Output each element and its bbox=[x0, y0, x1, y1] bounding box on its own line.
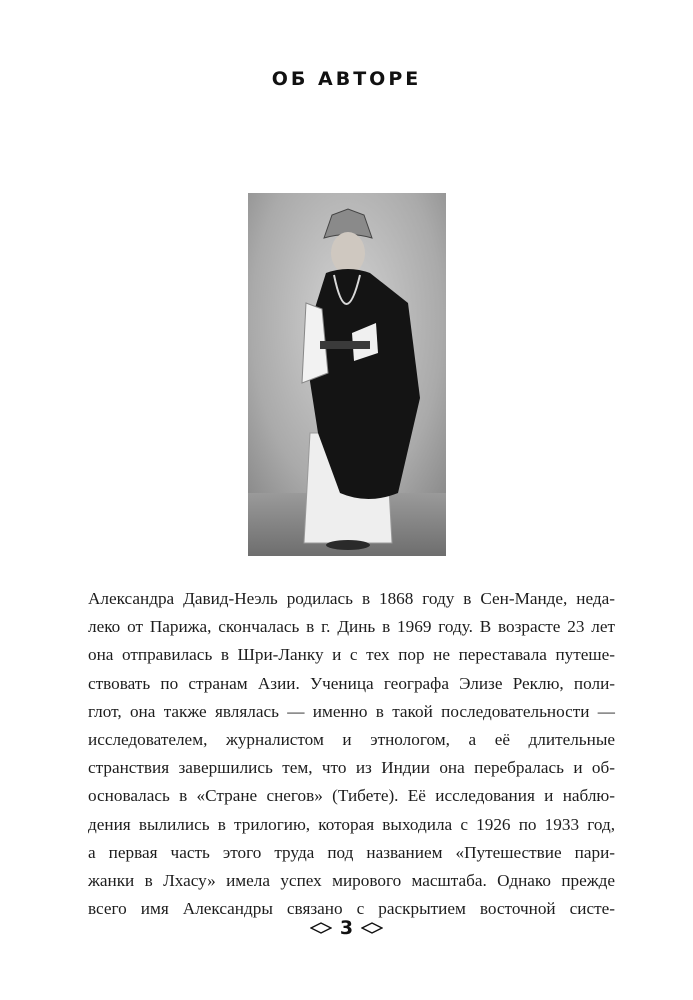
diamond-left-icon bbox=[310, 922, 332, 934]
page-folio bbox=[0, 917, 693, 939]
text-line: а первая часть этого труда под названием «Путешествие пари- bbox=[88, 842, 615, 862]
text-line: глот, она также являлась — именно в такой последовательности — bbox=[88, 701, 615, 721]
figure-face bbox=[331, 232, 365, 274]
page-title: ОБ АВТОРЕ bbox=[271, 68, 422, 90]
figure-belt bbox=[320, 341, 370, 349]
text-line: дения вылились в трилогию, которая выходила с 1926 по 1933 год, bbox=[88, 814, 615, 834]
author-photo bbox=[248, 193, 446, 556]
body-paragraph bbox=[88, 585, 615, 923]
figure-feet bbox=[326, 540, 370, 550]
text-line: основалась в «Стране снегов» (Тибете). Её исследования и наблю- bbox=[88, 786, 615, 806]
page-number: 3 bbox=[339, 917, 354, 939]
text-line: жанки в Лхасу» имела успех мирового масштаба. Однако прежде bbox=[88, 871, 615, 891]
text-line: она отправилась в Шри-Ланку и с тех пор не переставала путеше- bbox=[88, 645, 615, 665]
text-line: исследователем, журналистом и этнологом, а её длительные bbox=[88, 730, 615, 750]
text-line: леко от Парижа, скончалась в г. Динь в 1969 году. В возрасте 23 лет bbox=[88, 617, 615, 637]
text-line: странствия завершились тем, что из Индии она перебралась и об- bbox=[88, 758, 615, 778]
text-line: Александра Давид-Неэль родилась в 1868 году в Сен-Манде, неда- bbox=[88, 589, 615, 608]
diamond-right-icon bbox=[361, 922, 383, 934]
text-line: всего имя Александры связано с раскрытием восточной систе- bbox=[88, 899, 615, 919]
text-line: ствовать по странам Азии. Ученица географа Элизе Реклю, поли- bbox=[88, 673, 615, 693]
